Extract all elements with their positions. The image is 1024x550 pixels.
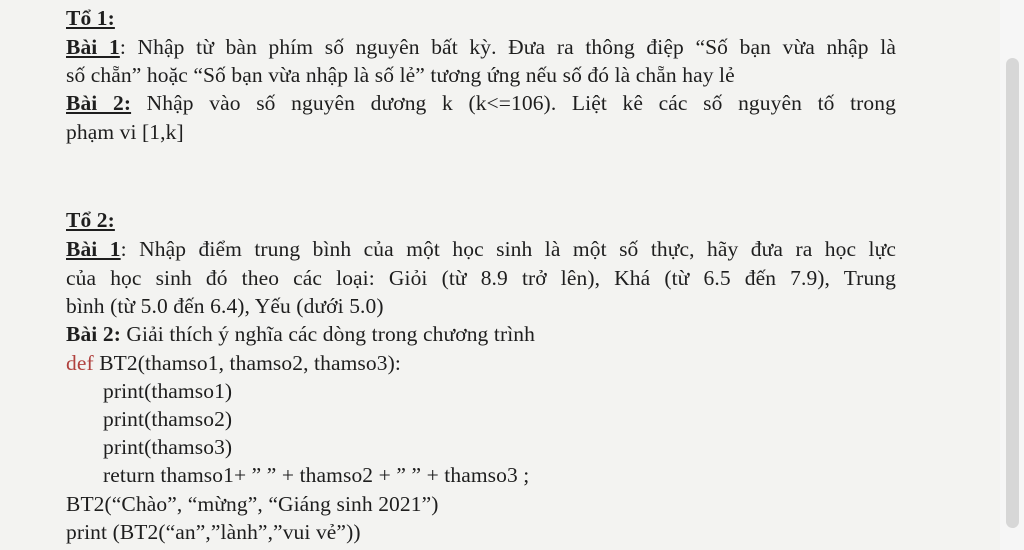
group2-heading: Tổ 2: [66, 208, 115, 232]
group1-ex1-label: Bài 1 [66, 35, 120, 59]
code-def-signature: BT2(thamso1, thamso2, thamso3): [93, 351, 401, 375]
group2-ex1-line1 [66, 235, 896, 263]
group1-ex2-label: Bài 2: [66, 91, 132, 115]
group2-ex2-text1: Giải thích ý nghĩa các dòng trong chương trình [120, 322, 535, 346]
group1-ex2-line1 [66, 89, 896, 117]
code-line-return: return thamso1+ ” ” + thamso2 + ” ” + thamso3 ; [103, 463, 530, 487]
code-line-print3: print(thamso3) [103, 435, 233, 459]
group1-ex2-line2: phạm vi [1,k] [66, 120, 184, 144]
group2-ex1-line3: bình (từ 5.0 đến 6.4), Yếu (dưới 5.0) [66, 294, 384, 318]
code-line-call: BT2(“Chào”, “mừng”, “Giáng sinh 2021”) [66, 492, 439, 516]
group2-ex1-label: Bài 1 [66, 237, 121, 261]
scrollbar-thumb[interactable] [1006, 58, 1019, 528]
group2-ex2-line1 [66, 320, 535, 348]
group1-ex1-line1 [66, 33, 896, 61]
group1-ex1-line2: số chẵn” hoặc “Số bạn vừa nhập là số lẻ” tương ứng nếu số đó là chẵn hay lẻ [66, 63, 735, 87]
code-def-keyword: def [66, 351, 94, 375]
group2-ex1-line2: của học sinh đó theo các loại: Giỏi (từ 8.9 trở lên), Khá (từ 6.5 đến 7.9), Trung [66, 266, 896, 290]
group1-ex1-text1: : Nhập từ bàn phím số nguyên bất kỳ. Đưa ra thông điệp “Số bạn vừa nhập là [119, 35, 896, 59]
group1-heading: Tổ 1: [66, 6, 115, 30]
scrollbar-track[interactable] [1000, 0, 1024, 550]
group2-ex2-label: Bài 2: [66, 322, 121, 346]
code-line-print-call: print (BT2(“an”,”lành”,”vui vẻ”)) [66, 520, 361, 544]
code-def-line [66, 349, 401, 377]
code-line-print2: print(thamso2) [103, 407, 233, 431]
group2-ex1-text1: : Nhập điểm trung bình của một học sinh là một số thực, hãy đưa ra học lực [120, 237, 896, 261]
code-line-print1: print(thamso1) [103, 379, 233, 403]
group1-ex2-text1: Nhập vào số nguyên dương k (k<=106). Liệt kê các số nguyên tố trong [131, 91, 896, 115]
